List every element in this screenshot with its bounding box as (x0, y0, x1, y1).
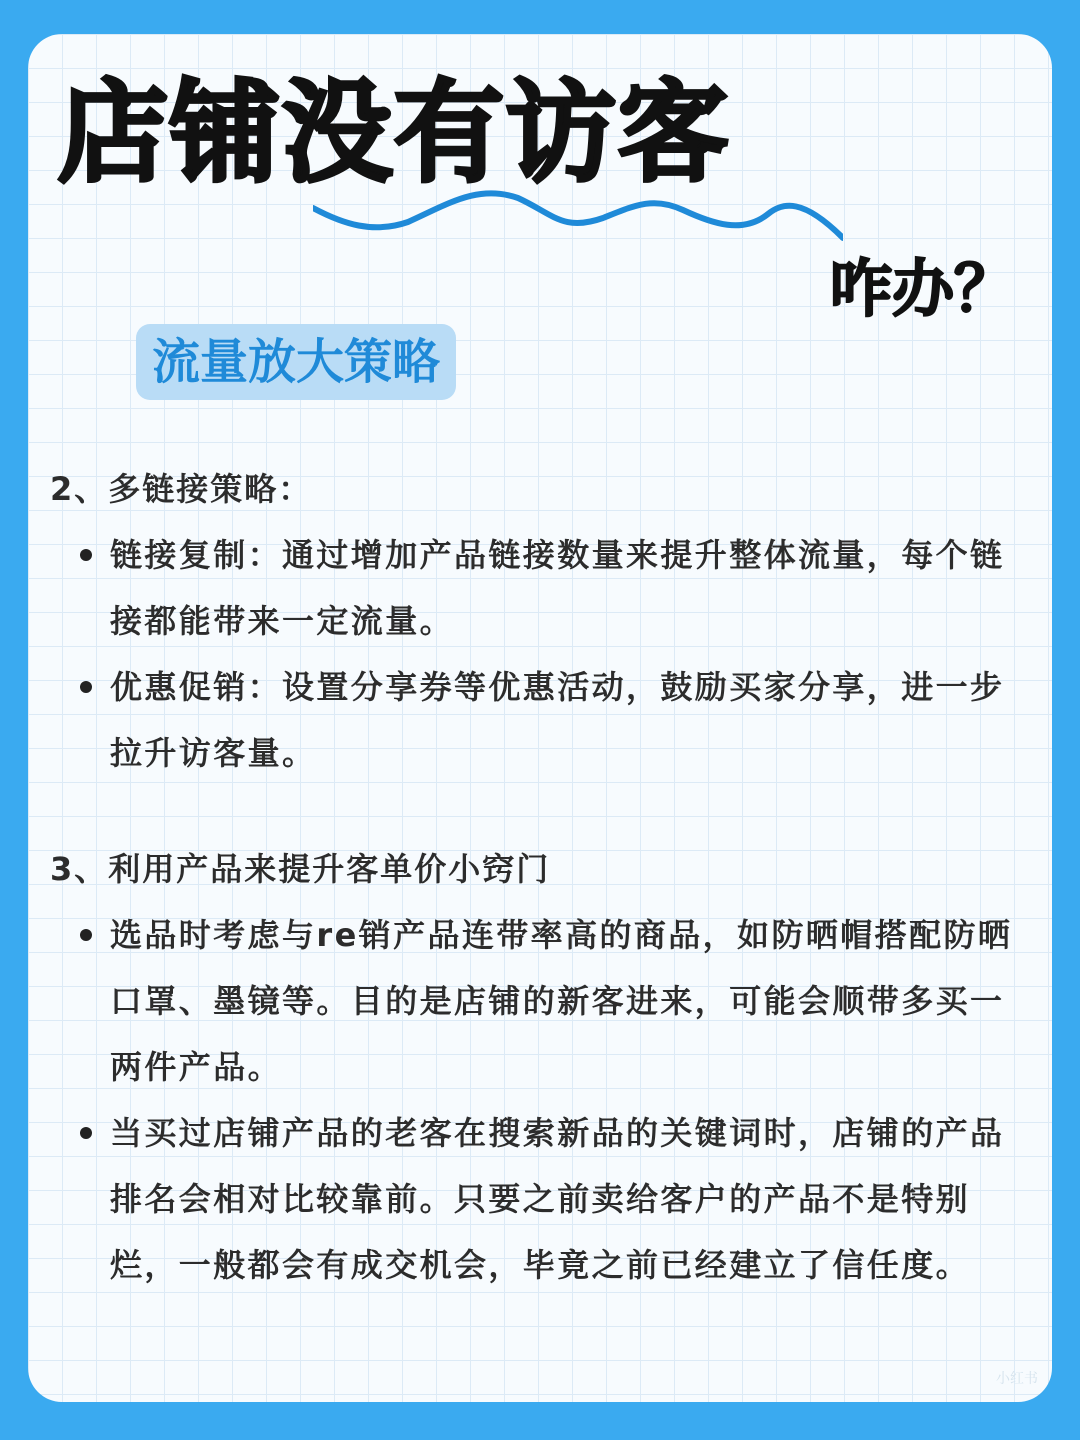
section-heading: 3、利用产品来提升客单价小窍门 (50, 850, 551, 888)
bullet-dot-icon (80, 549, 92, 561)
page-title: 店铺没有访客 (58, 69, 730, 197)
section-heading: 2、多链接策略： (50, 470, 313, 508)
list-item (50, 522, 1018, 654)
bullet-text: 优惠促销：设置分享券等优惠活动，鼓励买家分享，进一步拉升访客量。 (110, 668, 1005, 772)
bullet-dot-icon (80, 1127, 92, 1139)
bullet-dot-icon (80, 681, 92, 693)
bullet-text: 链接复制：通过增加产品链接数量来提升整体流量，每个链接都能带来一定流量。 (110, 536, 1005, 640)
list-item (50, 902, 1018, 1100)
list-item (50, 654, 1018, 786)
bullet-text: 当买过店铺产品的老客在搜索新品的关键词时，店铺的产品排名会相对比较靠前。只要之前卖给客户的产品不是特别烂，一般都会有成交机会，毕竟之前已经建立了信任度。 (110, 1114, 1005, 1284)
content-card (28, 34, 1052, 1402)
list-item (50, 1100, 1018, 1298)
page-subtitle: 咋办？ (829, 252, 1016, 325)
section-upsell (50, 836, 1018, 1298)
section-multi-link (50, 456, 1018, 786)
bullet-text: 选品时考虑与re销产品连带率高的商品，如防晒帽搭配防晒口罩、墨镜等。目的是店铺的新客进来，可能会顺带多买一两件产品。 (110, 916, 1013, 1086)
wave-decoration (313, 184, 843, 254)
topic-tag: 流量放大策略 (136, 324, 456, 400)
watermark: 小红书 (996, 1371, 1038, 1387)
bullet-dot-icon (80, 929, 92, 941)
